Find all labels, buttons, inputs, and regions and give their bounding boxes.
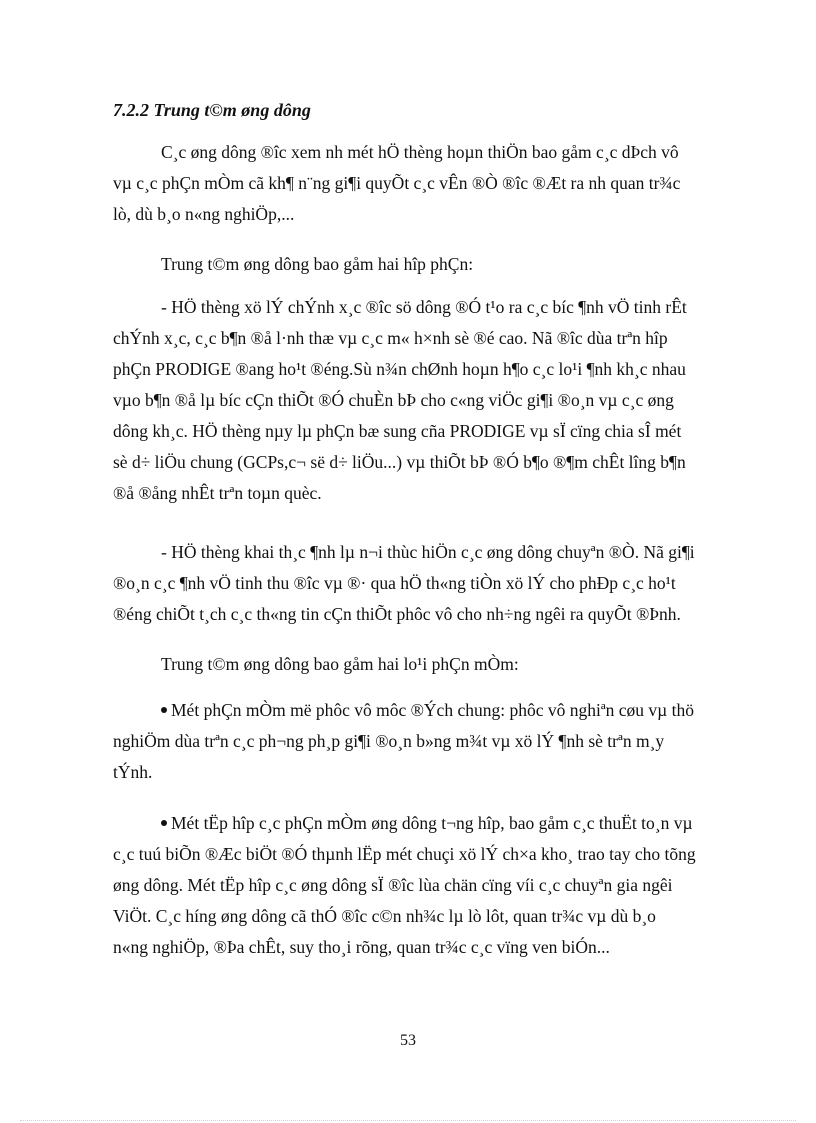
paragraph-components-intro: [113, 249, 753, 280]
paragraph-line: Trung t©m øng dông bao gåm hai hîp phÇn:: [161, 254, 474, 274]
paragraph-line: chÝnh x¸c, c¸c b¶n ®å l·nh thæ vµ c¸c m« h×nh sè ®é cao. Nã ®îc dùa trªn hîp: [113, 328, 668, 348]
paragraph-line: sè d÷ liÖu chung (GCPs,c¬ së d÷ liÖu...) vµ thiÕt bÞ ®Ó b¶o ®¶m chÊt lîng b¶n: [113, 452, 686, 472]
paragraph-line: ®å ®ång nhÊt trªn toµn quèc.: [113, 483, 322, 503]
paragraph-line: vµ c¸c phÇn mÒm cã kh¶ n¨ng gi¶i quyÕt c¸c vÊn ®Ò ®îc ®Æt ra nh quan tr¾c: [113, 173, 681, 193]
paragraph-line: c¸c tuú biÕn ®Æc biÖt ®Ó thµnh lËp mét chuçi xö lÝ ch×a kho¸ trao tay cho tõng: [113, 844, 696, 864]
bullet-text: Mét tËp hîp c¸c phÇn mÒm øng dông t¬ng hîp, bao gåm c¸c thuËt to¸n vµ: [171, 813, 693, 833]
paragraph-software-intro: [113, 649, 753, 680]
page-number: 53: [400, 1032, 416, 1049]
paragraph-line: ®éng chiÕt t¸ch c¸c th«ng tin cÇn thiÕt phôc vô cho nh÷ng ngêi ra quyÕt ®Þnh.: [113, 604, 681, 624]
bullet-item-application-software: [113, 808, 753, 963]
paragraph-line: phÇn PRODIGE ®ang ho¹t ®éng.Sù n¾n chØnh hoµn h¶o c¸c lo¹i ¶nh kh¸c nhau: [113, 359, 686, 379]
paragraph-line: dông kh¸c. HÖ thèng nµy lµ phÇn bæ sung cña PRODIGE vµ sÏ cïng chia sÎ mét: [113, 421, 682, 441]
paragraph-line: - HÖ thèng khai th¸c ¶nh lµ n¬i thùc hiÖn c¸c øng dông chuyªn ®Ò. Nã gi¶i: [161, 542, 695, 562]
paragraph-line: [113, 695, 753, 726]
paragraph-precise-processing: [113, 292, 753, 509]
paragraph-intro: [113, 137, 753, 230]
paragraph-line: - HÖ thèng xö lÝ chÝnh x¸c ®îc sö dông ®Ó t¹o ra c¸c bíc ¶nh vÖ tinh rÊt: [161, 297, 687, 317]
paragraph-line: n«ng nghiÖp, ®Þa chÊt, suy tho¸i rõng, quan tr¾c c¸c vïng ven biÓn...: [113, 937, 610, 957]
paragraph-line: [113, 808, 753, 839]
paragraph-line: lò, dù b¸o n«ng nghiÖp,...: [113, 204, 295, 224]
bullet-item-open-software: [113, 695, 753, 788]
page-bottom-divider: [20, 1120, 796, 1121]
section-heading: 7.2.2 Trung t©m øng dông: [113, 100, 311, 120]
paragraph-line: ViÖt. C¸c híng øng dông cã thÓ ®îc c©n nh¾c lµ lò lôt, quan tr¾c vµ dù b¸o: [113, 906, 656, 926]
paragraph-line: tÝnh.: [113, 762, 153, 782]
bullet-icon: [161, 820, 167, 826]
paragraph-line: nghiÖm dùa trªn c¸c ph¬ng ph¸p gi¶i ®o¸n b»ng m¾t vµ xö lÝ ¶nh sè trªn m¸y: [113, 731, 665, 751]
paragraph-line: øng dông. Mét tËp hîp c¸c øng dông sÏ ®îc lùa chän cïng víi c¸c chuyªn gia ngêi: [113, 875, 673, 895]
bullet-icon: [161, 707, 167, 713]
paragraph-line: Trung t©m øng dông bao gåm hai lo¹i phÇn mÒm:: [161, 654, 519, 674]
paragraph-line: vµo b¶n ®å lµ bíc cÇn thiÕt ®Ó chuÈn bÞ cho c«ng viÖc gi¶i ®o¸n vµ c¸c øng: [113, 390, 674, 410]
paragraph-image-exploitation: [113, 537, 753, 630]
paragraph-line: C¸c øng dông ®îc xem nh mét hÖ thèng hoµn thiÖn bao gåm c¸c dÞch vô: [161, 142, 679, 162]
paragraph-line: ®o¸n c¸c ¶nh vÖ tinh thu ®îc vµ ®· qua hÖ th«ng tiÒn xö lÝ cho phÐp c¸c ho¹t: [113, 573, 676, 593]
bullet-text: Mét phÇn mÒm më phôc vô môc ®Ých chung: phôc vô nghiªn cøu vµ thö: [171, 700, 695, 720]
